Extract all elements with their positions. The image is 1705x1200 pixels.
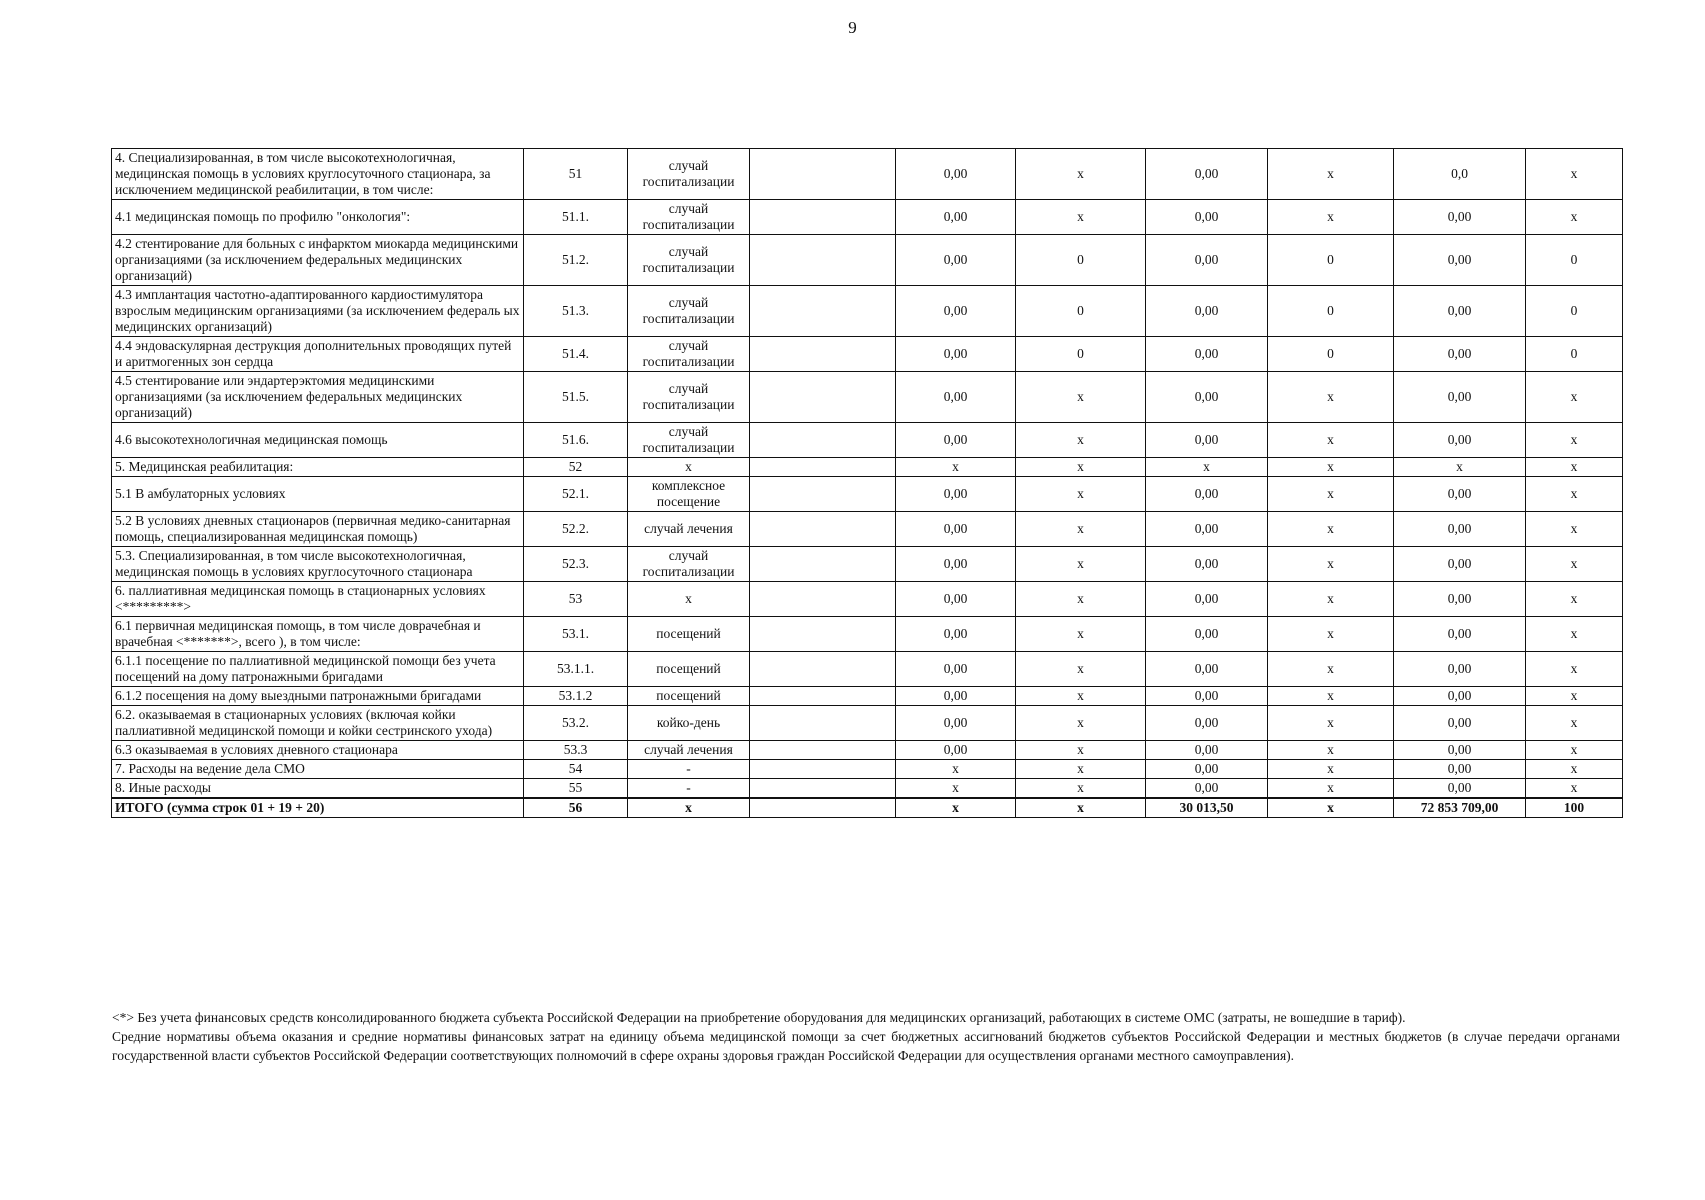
row-number: 52.2. [524,512,628,547]
cell-col-4 [750,779,896,799]
cell-col-6: x [1016,617,1146,652]
cell-col-8: x [1268,372,1394,423]
cell-col-5: 0,00 [896,286,1016,337]
row-unit: случай госпитализации [628,200,750,235]
cell-col-8: x [1268,423,1394,458]
cell-col-6: x [1016,652,1146,687]
footnote-paragraph-1: <*> Без учета финансовых средств консолидированного бюджета субъекта Российской Федерации на приобретение оборудования для медицинских организаций, работающих в системе ОМС (затраты, не вошедшие в тариф). [112,1010,1406,1025]
row-number: 54 [524,760,628,779]
cell-col-6: x [1016,477,1146,512]
table-row [112,687,1623,706]
cell-col-10: x [1526,652,1623,687]
cell-col-9: 0,00 [1394,512,1526,547]
cell-col-7: 0,00 [1146,779,1268,799]
cell-col-10: x [1526,706,1623,741]
row-unit: x [628,582,750,617]
row-unit: случай госпитализации [628,235,750,286]
cell-col-6: 0 [1016,235,1146,286]
cell-col-10: x [1526,617,1623,652]
table-row [112,149,1623,200]
row-unit: случай госпитализации [628,423,750,458]
cell-col-7: 0,00 [1146,741,1268,760]
cell-col-7: 0,00 [1146,337,1268,372]
table-row [112,741,1623,760]
cell-col-4 [750,235,896,286]
cell-col-9: 0,00 [1394,779,1526,799]
cell-col-7: 0,00 [1146,372,1268,423]
row-name: 5. Медицинская реабилитация: [112,458,524,477]
cell-col-7: 0,00 [1146,652,1268,687]
row-unit: случай госпитализации [628,149,750,200]
row-number: 51.2. [524,235,628,286]
cell-col-7: 0,00 [1146,547,1268,582]
row-number: 53.3 [524,741,628,760]
row-name: 4.3 имплантация частотно-адаптированного кардиостимулятора взрослым медицинским организациями (за исключением федераль ых медицинских организаций) [112,286,524,337]
cell-col-9: 0,00 [1394,200,1526,235]
row-name: 6.3 оказываемая в условиях дневного стационара [112,741,524,760]
table-row [112,617,1623,652]
row-name: 6.2. оказываемая в стационарных условиях (включая койки паллиативной медицинской помощи и койки сестринского ухода) [112,706,524,741]
cell-col-5: 0,00 [896,512,1016,547]
footnote-paragraph-2: Средние нормативы объема оказания и средние нормативы финансовых затрат на единицу объема медицинской помощи за счет бюджетных ассигнований бюджетов субъектов Российской Федерации и местных бюджетов (в случае передачи органами государственной власти субъектов Российской Федерации соответствующих полномочий в сфере охраны здоровья граждан Российской Федерации для осуществления органами местного самоуправления). [112,1029,1620,1063]
cell-col-8: x [1268,149,1394,200]
cell-col-5: 0,00 [896,687,1016,706]
cell-col-9: 0,0 [1394,149,1526,200]
row-unit: посещений [628,687,750,706]
cell-col-9: 0,00 [1394,286,1526,337]
cell-col-4 [750,547,896,582]
cell-col-7: 0,00 [1146,477,1268,512]
page-number: 9 [848,18,857,37]
cell-col-5: 0,00 [896,337,1016,372]
cell-col-6: x [1016,706,1146,741]
row-number: 53.2. [524,706,628,741]
row-name: 4.5 стентирование или эндартерэктомия медицинскими организациями (за исключением федеральных медицинских организаций) [112,372,524,423]
cell-col-4 [750,423,896,458]
cell-col-9: 72 853 709,00 [1394,798,1526,818]
cell-col-4 [750,760,896,779]
cell-col-9: 0,00 [1394,687,1526,706]
cell-col-8: 0 [1268,235,1394,286]
footnote [112,1008,1620,1065]
cell-col-9: 0,00 [1394,582,1526,617]
table-row [112,337,1623,372]
row-name: 5.2 В условиях дневных стационаров (первичная медико-санитарная помощь, специализированная медицинская помощь) [112,512,524,547]
table-row [112,779,1623,799]
cell-col-8: x [1268,547,1394,582]
cell-col-8: x [1268,741,1394,760]
cell-col-6: x [1016,779,1146,799]
row-unit: посещений [628,617,750,652]
table-row [112,652,1623,687]
cell-col-8: x [1268,200,1394,235]
table-row [112,235,1623,286]
cell-col-10: x [1526,760,1623,779]
cell-col-8: x [1268,687,1394,706]
row-unit: случай госпитализации [628,337,750,372]
cell-col-6: x [1016,547,1146,582]
cell-col-8: x [1268,617,1394,652]
row-unit: комплексное посещение [628,477,750,512]
row-number: 51.5. [524,372,628,423]
row-unit: x [628,458,750,477]
cell-col-9: 0,00 [1394,760,1526,779]
row-number: 53.1.2 [524,687,628,706]
cell-col-5: 0,00 [896,423,1016,458]
cell-col-10: x [1526,200,1623,235]
cell-col-10: x [1526,458,1623,477]
row-number: 56 [524,798,628,818]
cell-col-7: 0,00 [1146,286,1268,337]
table-row [112,547,1623,582]
total-row [112,798,1623,818]
cell-col-6: 0 [1016,286,1146,337]
table-body [112,149,1623,818]
cell-col-7: 0,00 [1146,760,1268,779]
cell-col-5: 0,00 [896,706,1016,741]
cell-col-5: x [896,779,1016,799]
row-number: 51.1. [524,200,628,235]
row-name: 6. паллиативная медицинская помощь в стационарных условиях <*********> [112,582,524,617]
cell-col-10: 100 [1526,798,1623,818]
row-unit: случай госпитализации [628,547,750,582]
table-row [112,477,1623,512]
cell-col-5: 0,00 [896,372,1016,423]
table-row [112,200,1623,235]
row-name: 4. Специализированная, в том числе высокотехнологичная, медицинская помощь в условиях круглосуточного стационара, за исключением медицинской реабилитации, в том числе: [112,149,524,200]
cell-col-10: x [1526,687,1623,706]
cell-col-10: x [1526,372,1623,423]
row-name: 4.1 медицинская помощь по профилю "онкология": [112,200,524,235]
row-number: 55 [524,779,628,799]
cell-col-8: x [1268,798,1394,818]
cell-col-6: x [1016,760,1146,779]
row-number: 53.1.1. [524,652,628,687]
cell-col-6: x [1016,741,1146,760]
row-number: 51.4. [524,337,628,372]
row-number: 53 [524,582,628,617]
row-name: 6.1.1 посещение по паллиативной медицинской помощи без учета посещений на дому патронажными бригадами [112,652,524,687]
table-row [112,582,1623,617]
cell-col-8: x [1268,477,1394,512]
cell-col-9: 0,00 [1394,235,1526,286]
row-name: 5.3. Специализированная, в том числе высокотехнологичная, медицинская помощь в условиях круглосуточного стационара [112,547,524,582]
row-name: 8. Иные расходы [112,779,524,799]
cell-col-6: x [1016,423,1146,458]
row-number: 53.1. [524,617,628,652]
cell-col-10: x [1526,582,1623,617]
cell-col-5: 0,00 [896,547,1016,582]
cell-col-4 [750,512,896,547]
cell-col-9: 0,00 [1394,617,1526,652]
table-row [112,458,1623,477]
table-row [112,760,1623,779]
cell-col-4 [750,706,896,741]
cell-col-8: x [1268,706,1394,741]
row-unit: посещений [628,652,750,687]
cell-col-5: 0,00 [896,477,1016,512]
cell-col-4 [750,337,896,372]
cell-col-6: x [1016,687,1146,706]
row-name: 5.1 В амбулаторных условиях [112,477,524,512]
cell-col-9: 0,00 [1394,652,1526,687]
cell-col-10: x [1526,477,1623,512]
cell-col-9: 0,00 [1394,741,1526,760]
cell-col-7: 0,00 [1146,200,1268,235]
cell-col-4 [750,477,896,512]
cell-col-8: x [1268,779,1394,799]
cell-col-4 [750,286,896,337]
cell-col-9: 0,00 [1394,706,1526,741]
cell-col-10: x [1526,423,1623,458]
row-number: 51.6. [524,423,628,458]
row-unit: случай лечения [628,741,750,760]
row-number: 52.3. [524,547,628,582]
cell-col-6: x [1016,798,1146,818]
cell-col-10: x [1526,741,1623,760]
cell-col-4 [750,200,896,235]
cell-col-10: x [1526,779,1623,799]
row-unit: x [628,798,750,818]
cell-col-7: 30 013,50 [1146,798,1268,818]
row-unit: койко-день [628,706,750,741]
cell-col-7: 0,00 [1146,687,1268,706]
cell-col-4 [750,372,896,423]
cell-col-6: x [1016,200,1146,235]
cell-col-8: x [1268,652,1394,687]
cell-col-9: 0,00 [1394,337,1526,372]
cell-col-6: x [1016,372,1146,423]
cell-col-8: 0 [1268,337,1394,372]
row-name: 4.6 высокотехнологичная медицинская помощь [112,423,524,458]
cell-col-4 [750,798,896,818]
cell-col-8: x [1268,582,1394,617]
table-row [112,286,1623,337]
cell-col-5: x [896,760,1016,779]
cell-col-10: x [1526,512,1623,547]
cell-col-10: 0 [1526,286,1623,337]
cell-col-5: 0,00 [896,149,1016,200]
row-number: 51 [524,149,628,200]
cell-col-5: x [896,458,1016,477]
cell-col-5: 0,00 [896,200,1016,235]
cell-col-5: 0,00 [896,741,1016,760]
row-number: 52.1. [524,477,628,512]
cell-col-6: x [1016,149,1146,200]
cell-col-9: 0,00 [1394,547,1526,582]
row-name: 7. Расходы на ведение дела СМО [112,760,524,779]
cell-col-6: 0 [1016,337,1146,372]
row-unit: случай лечения [628,512,750,547]
cell-col-8: 0 [1268,286,1394,337]
cell-col-7: 0,00 [1146,706,1268,741]
cell-col-8: x [1268,458,1394,477]
cell-col-7: 0,00 [1146,617,1268,652]
cell-col-6: x [1016,458,1146,477]
cell-col-9: x [1394,458,1526,477]
cell-col-10: x [1526,547,1623,582]
row-unit: - [628,779,750,799]
cell-col-7: x [1146,458,1268,477]
row-number: 51.3. [524,286,628,337]
cell-col-5: 0,00 [896,617,1016,652]
cell-col-7: 0,00 [1146,582,1268,617]
row-name: ИТОГО (сумма строк 01 + 19 + 20) [112,798,524,818]
cell-col-9: 0,00 [1394,372,1526,423]
row-unit: случай госпитализации [628,372,750,423]
cell-col-4 [750,741,896,760]
table-row [112,706,1623,741]
row-name: 6.1.2 посещения на дому выездными патронажными бригадами [112,687,524,706]
cell-col-4 [750,149,896,200]
row-name: 4.2 стентирование для больных с инфарктом миокарда медицинскими организациями (за исключением федеральных медицинских организаций) [112,235,524,286]
cell-col-10: 0 [1526,337,1623,372]
cell-col-8: x [1268,512,1394,547]
cell-col-4 [750,617,896,652]
cell-col-6: x [1016,512,1146,547]
cell-col-7: 0,00 [1146,512,1268,547]
cell-col-5: 0,00 [896,582,1016,617]
row-name: 6.1 первичная медицинская помощь, в том числе доврачебная и врачебная <*******>, всего ), в том числе: [112,617,524,652]
cell-col-7: 0,00 [1146,423,1268,458]
cell-col-4 [750,458,896,477]
table-row [112,372,1623,423]
cell-col-4 [750,582,896,617]
cell-col-6: x [1016,582,1146,617]
cell-col-10: x [1526,149,1623,200]
cell-col-5: 0,00 [896,652,1016,687]
cell-col-4 [750,687,896,706]
cell-col-10: 0 [1526,235,1623,286]
cell-col-7: 0,00 [1146,235,1268,286]
cell-col-5: 0,00 [896,235,1016,286]
cell-col-8: x [1268,760,1394,779]
row-name: 4.4 эндоваскулярная деструкция дополнительных проводящих путей и аритмогенных зон сердца [112,337,524,372]
row-number: 52 [524,458,628,477]
row-unit: - [628,760,750,779]
cell-col-4 [750,652,896,687]
table-row [112,512,1623,547]
cell-col-9: 0,00 [1394,477,1526,512]
row-unit: случай госпитализации [628,286,750,337]
budget-table [111,148,1623,818]
cell-col-9: 0,00 [1394,423,1526,458]
table-row [112,423,1623,458]
cell-col-5: x [896,798,1016,818]
cell-col-7: 0,00 [1146,149,1268,200]
